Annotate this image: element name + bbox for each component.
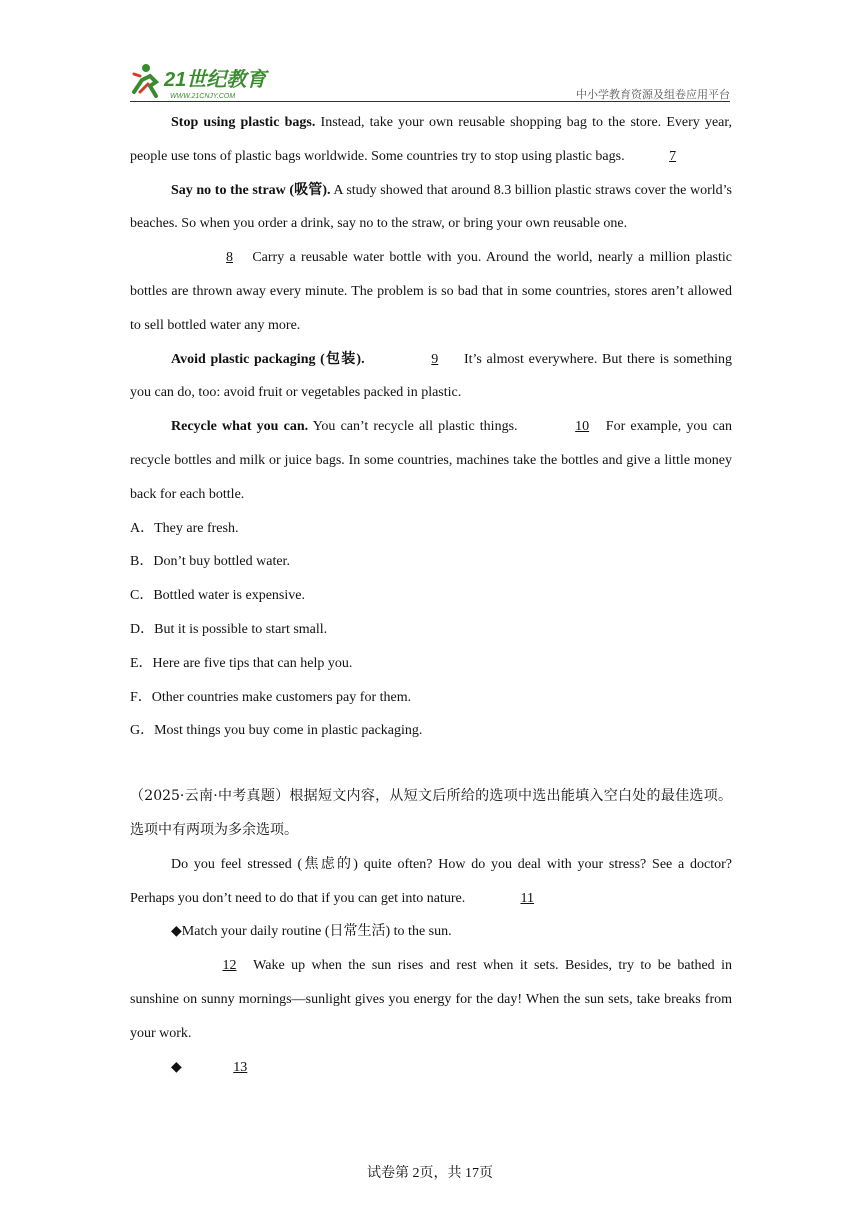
paragraph-text: Carry a reusable water bottle with you. Around the world, nearly a million plastic bottles are thrown away every minute. The problem is so bad that in some countries, stores aren’t allowed to sell bottled water any more. <box>130 250 732 333</box>
answer-blank-9[interactable]: 9 <box>431 351 439 367</box>
answer-blank-12[interactable]: 12 <box>222 958 237 974</box>
tip-heading: Avoid plastic packaging (包装). <box>171 351 365 367</box>
diamond-bullet-icon: ◆ <box>171 1059 182 1075</box>
logo-text: 21世纪教育 <box>164 69 267 91</box>
answer-blank-13[interactable]: 13 <box>233 1059 248 1075</box>
tip-heading: Stop using plastic bags. <box>171 115 316 130</box>
logo-url: WWW.21CNJY.COM <box>170 93 236 100</box>
option-a: A．They are fresh. <box>130 520 239 536</box>
document-body <box>130 106 732 1084</box>
paragraph-4 <box>130 343 732 411</box>
question-instructions: （2025·云南·中考真题）根据短文内容，从短文后所给的选项中选出能填入空白处的最佳选项。选项中有两项为多余选项。 <box>130 788 732 838</box>
paragraph-1 <box>130 106 732 174</box>
answer-blank-10[interactable]: 10 <box>575 419 590 435</box>
header-platform-text: 中小学教育资源及组卷应用平台 <box>576 88 730 101</box>
paragraph-text: It’s almost everywhere. But there is something you can do, too: avoid fruit or vegetables packed in plastic. <box>130 351 733 401</box>
answer-blank-11[interactable]: 11 <box>520 890 535 906</box>
runner-logo-icon <box>130 62 270 102</box>
paragraph-text: Instead, take your own reusable shopping bag to the store. Every year, people use tons of plastic bags worldwide. Some countries try to stop using plastic bags. <box>130 115 732 164</box>
section-gap <box>130 748 732 780</box>
option-e: E．Here are five tips that can help you. <box>130 655 353 671</box>
option-f: F．Other countries make customers pay for them. <box>130 689 412 705</box>
option-d: D．But it is possible to start small. <box>130 621 328 637</box>
paragraph-6 <box>130 848 732 916</box>
tip-heading: Say no to the straw (吸管). <box>171 182 331 198</box>
option-g: G．Most things you buy come in plastic packaging. <box>130 723 423 739</box>
paragraph-7: ◆Match your daily routine (日常生活) to the sun. <box>171 924 452 940</box>
paragraph-9 <box>130 1051 732 1085</box>
page-footer: 试卷第 2页，共 17页 <box>367 1166 493 1181</box>
tip-heading: Recycle what you can. <box>171 419 309 435</box>
paragraph-8 <box>130 949 732 1050</box>
paragraph-5 <box>130 410 732 511</box>
paragraph-text: For example, you can recycle bottles and milk or juice bags. In some countries, machines take the bottles and give a little money back for each bottle. <box>130 419 732 502</box>
paragraph-text: A study showed that around 8.3 billion plastic straws cover the world’s beaches. So when you order a drink, say no to the straw, or bring your own reusable one. <box>130 182 732 232</box>
header-divider <box>130 101 730 102</box>
paragraph-text: Wake up when the sun rises and rest when it sets. Besides, try to be bathed in sunshine on sunny mornings—sunlight gives you energy for the day! When the sun sets, take breaks from your work. <box>130 958 732 1041</box>
site-logo <box>130 62 270 102</box>
paragraph-text: You can’t recycle all plastic things. <box>308 419 523 435</box>
answer-blank-8[interactable]: 8 <box>226 250 233 266</box>
paragraph-3 <box>130 241 732 342</box>
option-c: C．Bottled water is expensive. <box>130 588 305 604</box>
option-b: B．Don’t buy bottled water. <box>130 554 290 570</box>
page-header <box>130 62 730 102</box>
paragraph-2 <box>130 174 732 242</box>
answer-blank-7[interactable]: 7 <box>669 148 677 164</box>
paragraph-text: Do you feel stressed (焦虑的) quite often? How do you deal with your stress? See a doctor? Perhaps you don’t need to do that if you can get into nature. <box>130 856 732 906</box>
